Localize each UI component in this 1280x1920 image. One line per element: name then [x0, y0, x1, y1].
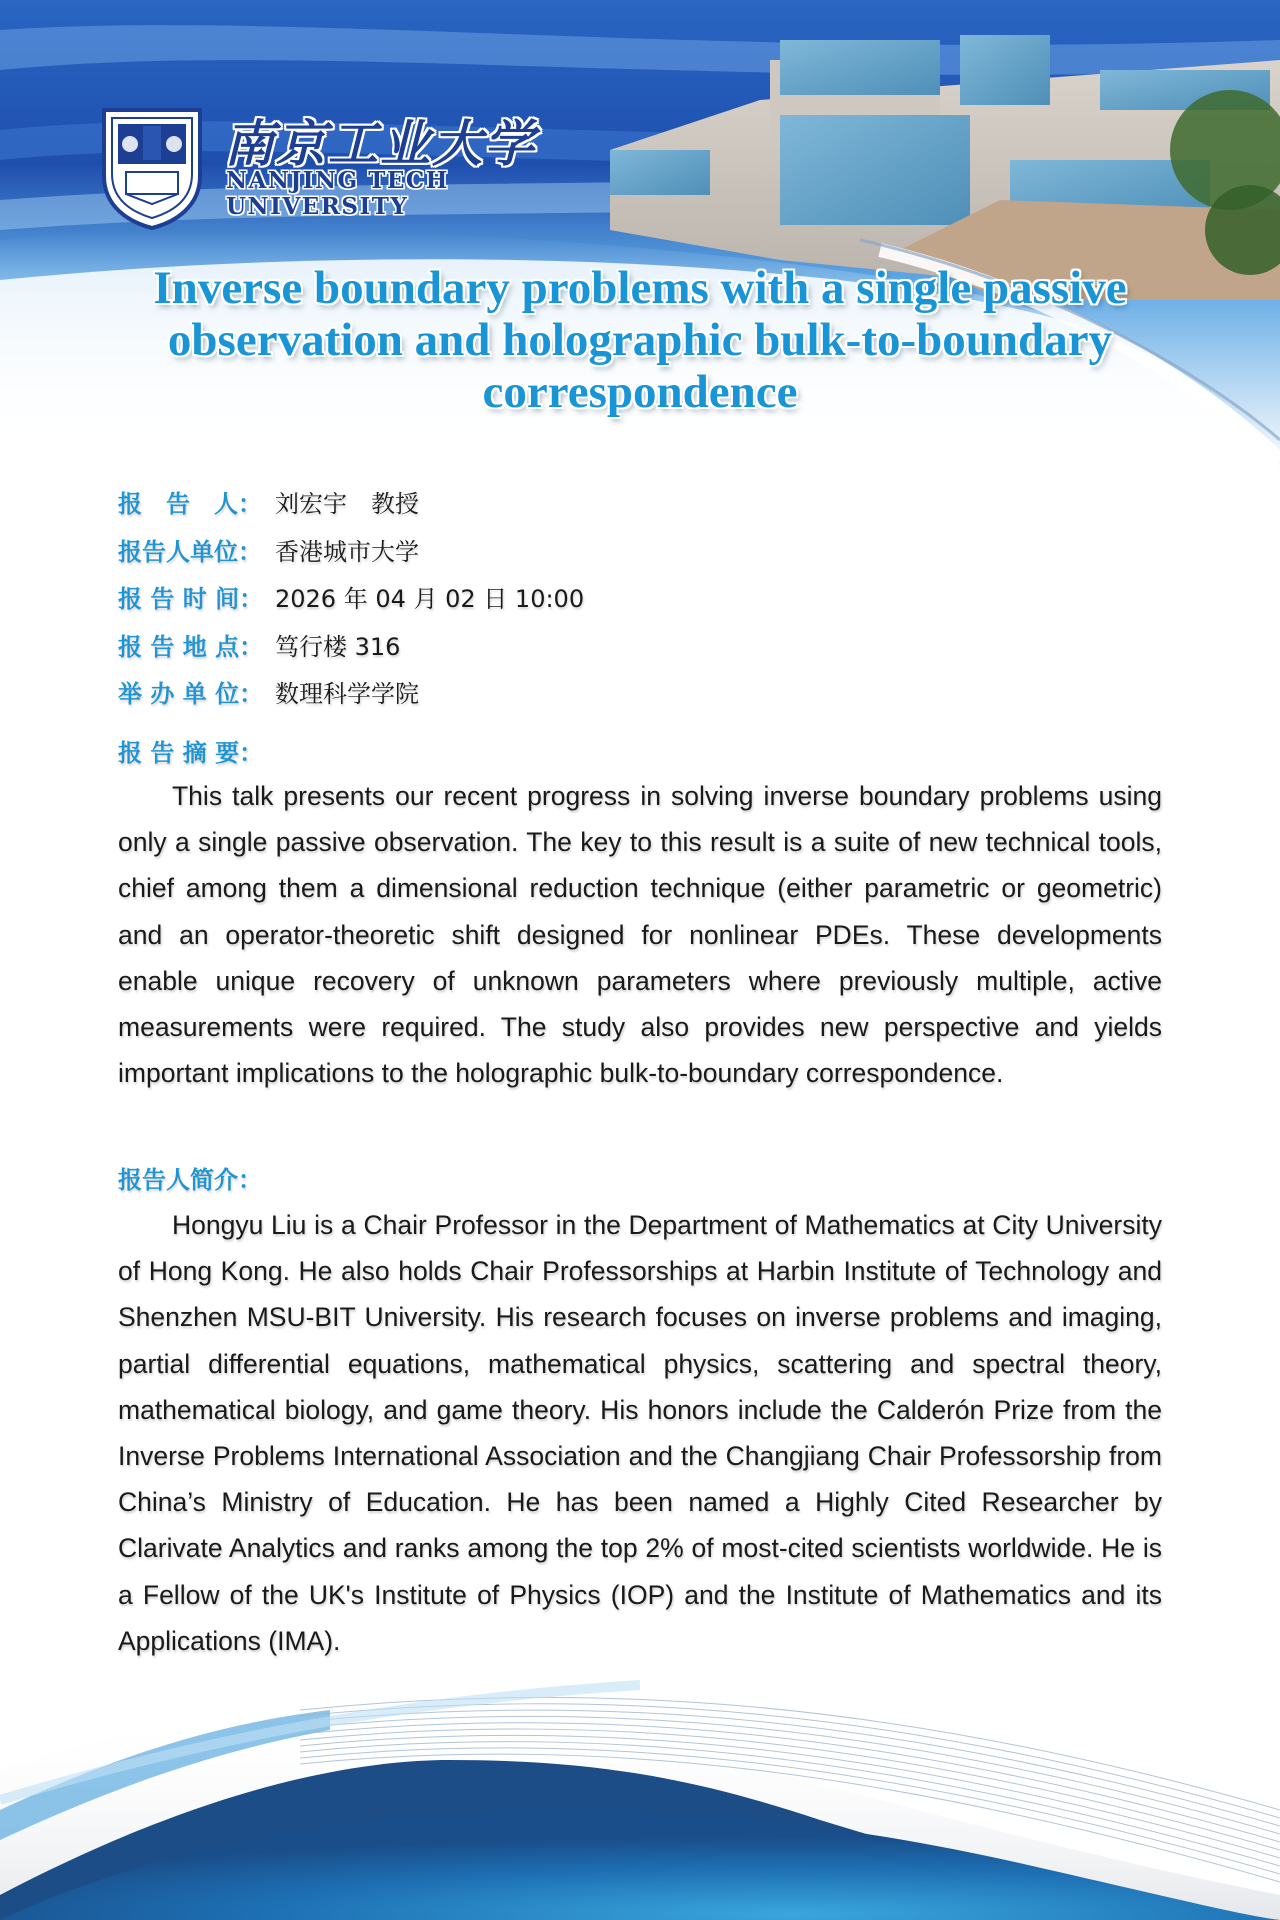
university-name-en-line2: UNIVERSITY: [226, 193, 409, 220]
university-name-en-line1: NANJING TECH: [226, 167, 449, 194]
university-logo-icon: [100, 106, 204, 230]
talk-title-line: observation and holographic bulk-to-boundary: [167, 314, 1113, 366]
info-label: 报 告 地 点：: [118, 632, 264, 661]
info-row-affiliation: [118, 526, 584, 574]
university-name-cn: 南京工业大学: [224, 114, 536, 173]
talk-title-line: correspondence: [482, 366, 798, 418]
abstract-text: This talk presents our recent progress in solving inverse boundary problems using only a single passive observation. The key to this result is a suite of new technical tools, chief among them a dimensional reduction technique (either parametric or geometric) and an operator-theoretic shift designed for nonlinear PDEs. These developments enable unique recovery of unknown parameters where previously multiple, active measurements were required. The study also provides new perspective and yields important implications to the holographic bulk-to-boundary correspondence.: [118, 781, 1162, 1089]
info-row-time: [118, 573, 584, 621]
abstract-heading: 报 告 摘 要：: [118, 739, 264, 767]
info-row-location: [118, 621, 584, 669]
info-value: 2026 年 04 月 02 日 10:00: [275, 585, 585, 614]
info-value: 刘宏宇 教授: [275, 490, 419, 519]
info-value: 笃行楼 316: [275, 632, 401, 661]
info-row-speaker: [118, 478, 584, 526]
talk-title-line: Inverse boundary problems with a single passive: [153, 262, 1127, 314]
talk-info-list: [118, 478, 584, 716]
info-label: 报 告 人：: [118, 490, 262, 519]
info-label: 报告人单位：: [118, 537, 262, 566]
talk-title: [40, 262, 1240, 418]
bio-heading: 报告人简介：: [118, 1166, 262, 1194]
footer-wave-decoration: [0, 1680, 1280, 1920]
info-value: 香港城市大学: [275, 537, 419, 566]
info-label: 报 告 时 间：: [118, 585, 264, 614]
info-label: 举 办 单 位：: [118, 680, 264, 709]
bio-text: Hongyu Liu is a Chair Professor in the Department of Mathematics at City University of Hong Kong. He also holds Chair Professorships at Harbin Institute of Technology and Shenzhen MSU-BIT University. His research focuses on inverse problems and imaging, partial differential equations, mathematical physics, scattering and spectral theory, mathematical biology, and game theory. His honors include the Calderón Prize from the Inverse Problems International Association and the Changjiang Chair Professorship from China’s Ministry of Education. He has been named a Highly Cited Researcher by Clarivate Analytics and ranks among the top 2% of most-cited scientists worldwide. He is a Fellow of the UK's Institute of Physics (IOP) and the Institute of Mathematics and its Applications (IMA).: [118, 1210, 1162, 1656]
university-name-en: [226, 168, 449, 220]
info-value: 数理科学学院: [275, 680, 419, 709]
info-row-organizer: [118, 668, 584, 716]
